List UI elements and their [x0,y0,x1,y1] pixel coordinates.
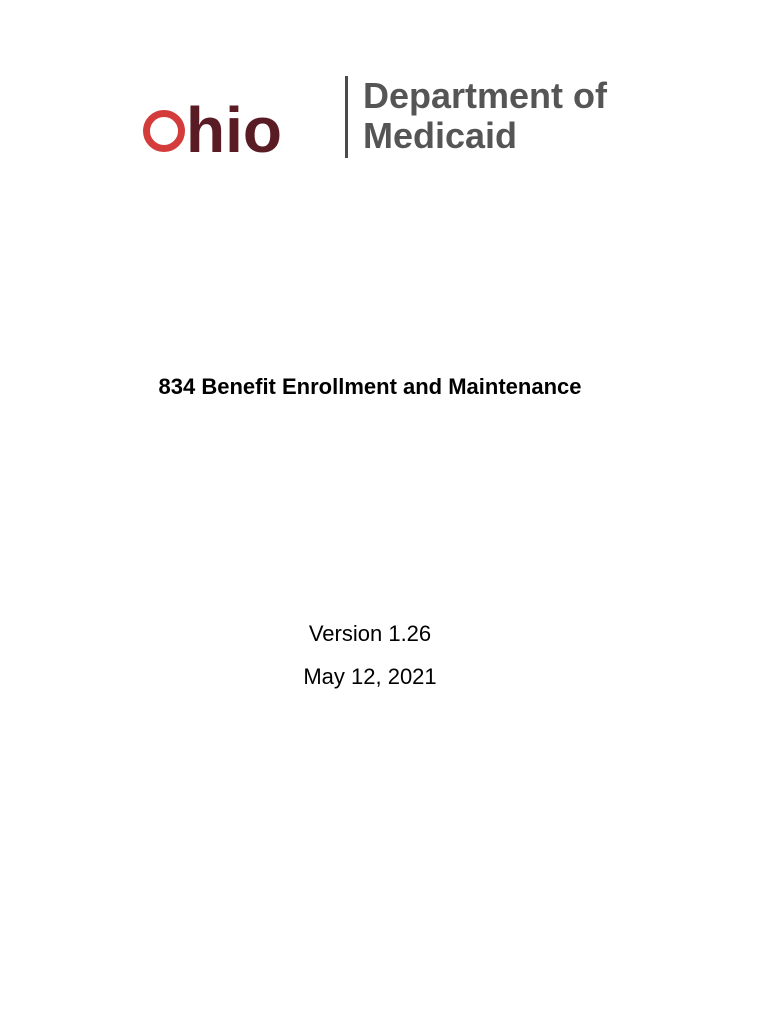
document-date: May 12, 2021 [303,664,437,689]
ohio-o-ring-icon [143,110,185,152]
ohio-wordmark [143,82,282,166]
department-line-1: Department of [363,75,608,116]
ohio-wordmark-text: hio [186,94,282,166]
ohio-medicaid-logo [143,74,633,164]
document-version: Version 1.26 [308,621,432,646]
department-name [363,76,607,156]
document-title: 834 Benefit Enrollment and Maintenance [158,374,582,399]
logo-divider [345,76,348,158]
department-line-2: Medicaid [363,115,518,156]
